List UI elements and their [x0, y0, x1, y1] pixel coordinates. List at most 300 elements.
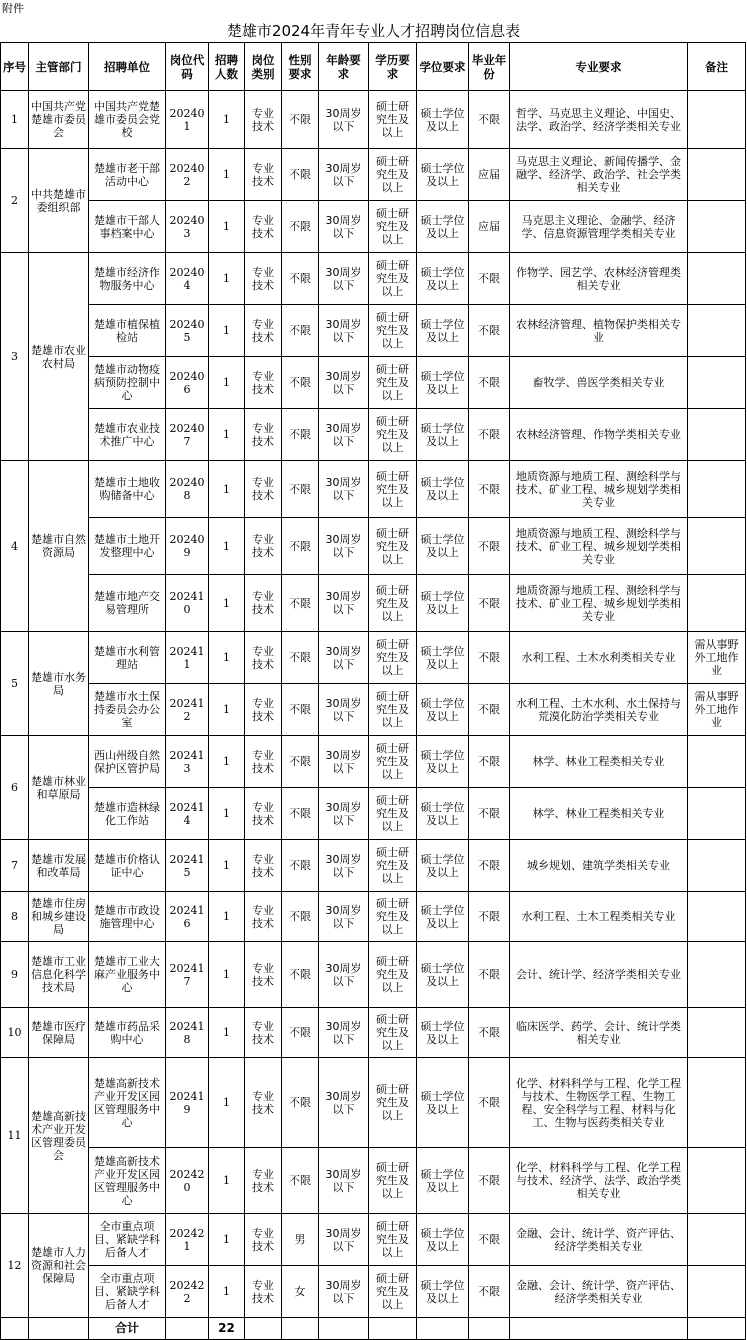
category-cell: 专业技术 [245, 91, 282, 149]
gender-cell: 不限 [282, 788, 319, 840]
degree-cell: 硕士学位及以上 [417, 1214, 469, 1266]
category-cell: 专业技术 [245, 840, 282, 892]
unit-cell: 中国共产党楚雄市委员会党校 [89, 91, 166, 149]
header-degree: 学位要求 [417, 43, 469, 91]
age-cell: 30周岁以下 [319, 1008, 369, 1058]
dept-cell: 楚雄市林业和草原局 [29, 736, 89, 840]
unit-cell: 楚雄市造林绿化工作站 [89, 788, 166, 840]
table-row [1, 684, 746, 736]
unit-cell: 楚雄市干部人事档案中心 [89, 201, 166, 253]
category-cell: 专业技术 [245, 942, 282, 1008]
count-cell: 1 [209, 149, 245, 201]
age-cell: 30周岁以下 [319, 409, 369, 461]
count-cell: 1 [209, 201, 245, 253]
gender-cell: 不限 [282, 201, 319, 253]
gender-cell: 不限 [282, 357, 319, 409]
gender-cell: 不限 [282, 1008, 319, 1058]
grad-year-cell: 不限 [469, 305, 510, 357]
age-cell: 30周岁以下 [319, 840, 369, 892]
category-cell: 专业技术 [245, 409, 282, 461]
table-row [1, 253, 746, 305]
seq-cell: 5 [1, 632, 29, 736]
unit-cell: 楚雄市工业大麻产业服务中心 [89, 942, 166, 1008]
major-cell: 林学、林业工程类相关专业 [510, 788, 688, 840]
code-cell: 202410 [166, 575, 209, 632]
note-cell [688, 253, 746, 305]
education-cell: 硕士研究生及以上 [369, 201, 417, 253]
gender-cell: 不限 [282, 461, 319, 518]
unit-cell: 西山州级自然保护区管护局 [89, 736, 166, 788]
grad-year-cell: 不限 [469, 575, 510, 632]
seq-cell: 2 [1, 149, 29, 253]
major-cell: 金融、会计、统计学、资产评估、经济学类相关专业 [510, 1214, 688, 1266]
major-cell: 临床医学、药学、会计、统计学类相关专业 [510, 1008, 688, 1058]
grad-year-cell: 不限 [469, 736, 510, 788]
education-cell: 硕士研究生及以上 [369, 1008, 417, 1058]
table-row [1, 409, 746, 461]
gender-cell: 不限 [282, 892, 319, 942]
note-cell [688, 942, 746, 1008]
education-cell: 硕士研究生及以上 [369, 1266, 417, 1318]
note-cell [688, 357, 746, 409]
header-row [1, 43, 746, 91]
count-cell: 1 [209, 575, 245, 632]
unit-cell: 楚雄市动物疫病预防控制中心 [89, 357, 166, 409]
seq-cell: 8 [1, 892, 29, 942]
category-cell: 专业技术 [245, 253, 282, 305]
header-major: 专业要求 [510, 43, 688, 91]
education-cell: 硕士研究生及以上 [369, 409, 417, 461]
major-cell: 畜牧学、兽医学类相关专业 [510, 357, 688, 409]
table-row [1, 305, 746, 357]
note-cell: 需从事野外工地作业 [688, 632, 746, 684]
major-cell: 金融、会计、统计学、资产评估、经济学类相关专业 [510, 1266, 688, 1318]
count-cell: 1 [209, 840, 245, 892]
note-cell [688, 575, 746, 632]
education-cell: 硕士研究生及以上 [369, 575, 417, 632]
category-cell: 专业技术 [245, 357, 282, 409]
table-row [1, 149, 746, 201]
note-cell [688, 892, 746, 942]
grad-year-cell: 不限 [469, 518, 510, 575]
unit-cell: 楚雄市植保植检站 [89, 305, 166, 357]
category-cell: 专业技术 [245, 788, 282, 840]
dept-cell: 楚雄市发展和改革局 [29, 840, 89, 892]
dept-cell: 楚雄市农业农村局 [29, 253, 89, 461]
total-count: 22 [209, 1318, 245, 1340]
education-cell: 硕士研究生及以上 [369, 736, 417, 788]
education-cell: 硕士研究生及以上 [369, 788, 417, 840]
degree-cell: 硕士学位及以上 [417, 518, 469, 575]
code-cell: 202409 [166, 518, 209, 575]
grad-year-cell: 不限 [469, 840, 510, 892]
grad-year-cell: 不限 [469, 788, 510, 840]
gender-cell: 不限 [282, 684, 319, 736]
grad-year-cell: 应届 [469, 201, 510, 253]
gender-cell: 男 [282, 1214, 319, 1266]
table-row [1, 1058, 746, 1148]
category-cell: 专业技术 [245, 1008, 282, 1058]
major-cell: 马克思主义理论、金融学、经济学、信息资源管理学类相关专业 [510, 201, 688, 253]
code-cell: 202419 [166, 1058, 209, 1148]
education-cell: 硕士研究生及以上 [369, 632, 417, 684]
education-cell: 硕士研究生及以上 [369, 461, 417, 518]
age-cell: 30周岁以下 [319, 736, 369, 788]
category-cell: 专业技术 [245, 684, 282, 736]
age-cell: 30周岁以下 [319, 357, 369, 409]
unit-cell: 楚雄市市政设施管理中心 [89, 892, 166, 942]
grad-year-cell: 应届 [469, 149, 510, 201]
grad-year-cell: 不限 [469, 253, 510, 305]
major-cell: 马克思主义理论、新闻传播学、金融学、经济学、政治学、社会学类相关专业 [510, 149, 688, 201]
seq-cell: 1 [1, 91, 29, 149]
age-cell: 30周岁以下 [319, 575, 369, 632]
degree-cell: 硕士学位及以上 [417, 892, 469, 942]
category-cell: 专业技术 [245, 575, 282, 632]
header-dept: 主管部门 [29, 43, 89, 91]
table-row [1, 1214, 746, 1266]
table-row [1, 788, 746, 840]
header-count: 招聘人数 [209, 43, 245, 91]
age-cell: 30周岁以下 [319, 201, 369, 253]
gender-cell: 不限 [282, 840, 319, 892]
gender-cell: 不限 [282, 1058, 319, 1148]
major-cell: 会计、统计学、经济学类相关专业 [510, 942, 688, 1008]
degree-cell: 硕士学位及以上 [417, 305, 469, 357]
age-cell: 30周岁以下 [319, 253, 369, 305]
seq-cell: 6 [1, 736, 29, 840]
degree-cell: 硕士学位及以上 [417, 201, 469, 253]
gender-cell: 不限 [282, 253, 319, 305]
grad-year-cell: 不限 [469, 892, 510, 942]
table-row [1, 840, 746, 892]
table-row [1, 892, 746, 942]
unit-cell: 全市重点项目、紧缺学科后备人才 [89, 1214, 166, 1266]
seq-cell: 9 [1, 942, 29, 1008]
dept-cell: 中国共产党楚雄市委员会 [29, 91, 89, 149]
count-cell: 1 [209, 684, 245, 736]
header-code: 岗位代码 [166, 43, 209, 91]
degree-cell: 硕士学位及以上 [417, 1266, 469, 1318]
degree-cell: 硕士学位及以上 [417, 149, 469, 201]
grad-year-cell: 不限 [469, 409, 510, 461]
gender-cell: 不限 [282, 1148, 319, 1214]
note-cell [688, 409, 746, 461]
education-cell: 硕士研究生及以上 [369, 253, 417, 305]
count-cell: 1 [209, 253, 245, 305]
category-cell: 专业技术 [245, 1058, 282, 1148]
gender-cell: 不限 [282, 736, 319, 788]
header-category: 岗位类别 [245, 43, 282, 91]
education-cell: 硕士研究生及以上 [369, 305, 417, 357]
code-cell: 202422 [166, 1266, 209, 1318]
note-cell [688, 305, 746, 357]
table-row [1, 942, 746, 1008]
age-cell: 30周岁以下 [319, 305, 369, 357]
unit-cell: 楚雄市土地收购储备中心 [89, 461, 166, 518]
dept-cell: 楚雄市工业信息化科学技术局 [29, 942, 89, 1008]
code-cell: 202413 [166, 736, 209, 788]
note-cell [688, 736, 746, 788]
major-cell: 地质资源与地质工程、测绘科学与技术、矿业工程、城乡规划学类相关专业 [510, 461, 688, 518]
dept-cell: 中共楚雄市委组织部 [29, 149, 89, 253]
code-cell: 202415 [166, 840, 209, 892]
age-cell: 30周岁以下 [319, 91, 369, 149]
age-cell: 30周岁以下 [319, 1058, 369, 1148]
count-cell: 1 [209, 1266, 245, 1318]
count-cell: 1 [209, 518, 245, 575]
table-row [1, 461, 746, 518]
degree-cell: 硕士学位及以上 [417, 357, 469, 409]
major-cell: 水利工程、土木工程类相关专业 [510, 892, 688, 942]
age-cell: 30周岁以下 [319, 632, 369, 684]
code-cell: 202421 [166, 1214, 209, 1266]
count-cell: 1 [209, 942, 245, 1008]
major-cell: 地质资源与地质工程、测绘科学与技术、矿业工程、城乡规划学类相关专业 [510, 575, 688, 632]
grad-year-cell: 不限 [469, 1148, 510, 1214]
grad-year-cell: 不限 [469, 1214, 510, 1266]
note-cell [688, 788, 746, 840]
count-cell: 1 [209, 91, 245, 149]
major-cell: 水利工程、土木水利、水土保持与荒漠化防治学类相关专业 [510, 684, 688, 736]
degree-cell: 硕士学位及以上 [417, 942, 469, 1008]
category-cell: 专业技术 [245, 736, 282, 788]
education-cell: 硕士研究生及以上 [369, 892, 417, 942]
count-cell: 1 [209, 1058, 245, 1148]
seq-cell: 10 [1, 1008, 29, 1058]
unit-cell: 楚雄高新技术产业开发区园区管理服务中心 [89, 1148, 166, 1214]
count-cell: 1 [209, 1148, 245, 1214]
education-cell: 硕士研究生及以上 [369, 684, 417, 736]
table-row [1, 1266, 746, 1318]
seq-cell: 3 [1, 253, 29, 461]
header-age: 年龄要求 [319, 43, 369, 91]
count-cell: 1 [209, 1214, 245, 1266]
code-cell: 202418 [166, 1008, 209, 1058]
major-cell: 化学、材料科学与工程、化学工程与技术、经济学、法学、政治学类相关专业 [510, 1148, 688, 1214]
count-cell: 1 [209, 305, 245, 357]
major-cell: 地质资源与地质工程、测绘科学与技术、矿业工程、城乡规划学类相关专业 [510, 518, 688, 575]
dept-cell: 楚雄市住房和城乡建设局 [29, 892, 89, 942]
attachment-label: 附件 [2, 2, 24, 15]
code-cell: 202404 [166, 253, 209, 305]
grad-year-cell: 不限 [469, 1008, 510, 1058]
degree-cell: 硕士学位及以上 [417, 1148, 469, 1214]
degree-cell: 硕士学位及以上 [417, 788, 469, 840]
seq-cell: 7 [1, 840, 29, 892]
note-cell [688, 201, 746, 253]
table-row [1, 91, 746, 149]
code-cell: 202412 [166, 684, 209, 736]
major-cell: 城乡规划、建筑学类相关专业 [510, 840, 688, 892]
age-cell: 30周岁以下 [319, 892, 369, 942]
code-cell: 202408 [166, 461, 209, 518]
education-cell: 硕士研究生及以上 [369, 149, 417, 201]
degree-cell: 硕士学位及以上 [417, 1058, 469, 1148]
category-cell: 专业技术 [245, 1214, 282, 1266]
grad-year-cell: 不限 [469, 1058, 510, 1148]
education-cell: 硕士研究生及以上 [369, 518, 417, 575]
education-cell: 硕士研究生及以上 [369, 942, 417, 1008]
table-row [1, 575, 746, 632]
grad-year-cell: 不限 [469, 357, 510, 409]
code-cell: 202405 [166, 305, 209, 357]
header-gender: 性别要求 [282, 43, 319, 91]
table-row [1, 201, 746, 253]
recruitment-table [0, 42, 746, 1340]
degree-cell: 硕士学位及以上 [417, 736, 469, 788]
gender-cell: 不限 [282, 91, 319, 149]
category-cell: 专业技术 [245, 892, 282, 942]
code-cell: 202420 [166, 1148, 209, 1214]
unit-cell: 楚雄市价格认证中心 [89, 840, 166, 892]
grad-year-cell: 不限 [469, 91, 510, 149]
count-cell: 1 [209, 357, 245, 409]
age-cell: 30周岁以下 [319, 942, 369, 1008]
code-cell: 202401 [166, 91, 209, 149]
education-cell: 硕士研究生及以上 [369, 1148, 417, 1214]
grad-year-cell: 不限 [469, 1266, 510, 1318]
gender-cell: 女 [282, 1266, 319, 1318]
code-cell: 202402 [166, 149, 209, 201]
table-row [1, 1148, 746, 1214]
unit-cell: 楚雄市水利管理站 [89, 632, 166, 684]
table-row [1, 736, 746, 788]
count-cell: 1 [209, 632, 245, 684]
age-cell: 30周岁以下 [319, 1214, 369, 1266]
note-cell [688, 1214, 746, 1266]
gender-cell: 不限 [282, 409, 319, 461]
dept-cell: 楚雄市自然资源局 [29, 461, 89, 632]
category-cell: 专业技术 [245, 518, 282, 575]
table-row [1, 632, 746, 684]
category-cell: 专业技术 [245, 1266, 282, 1318]
note-cell [688, 1058, 746, 1148]
count-cell: 1 [209, 1008, 245, 1058]
age-cell: 30周岁以下 [319, 1266, 369, 1318]
note-cell [688, 1148, 746, 1214]
grad-year-cell: 不限 [469, 632, 510, 684]
degree-cell: 硕士学位及以上 [417, 409, 469, 461]
unit-cell: 楚雄市地产交易管理所 [89, 575, 166, 632]
seq-cell: 12 [1, 1214, 29, 1318]
major-cell: 化学、材料科学与工程、化学工程与技术、生物医学工程、生物工程、安全科学与工程、材料与化工、生物与医药类相关专业 [510, 1058, 688, 1148]
degree-cell: 硕士学位及以上 [417, 575, 469, 632]
table-row [1, 357, 746, 409]
dept-cell: 楚雄市水务局 [29, 632, 89, 736]
category-cell: 专业技术 [245, 632, 282, 684]
age-cell: 30周岁以下 [319, 684, 369, 736]
gender-cell: 不限 [282, 149, 319, 201]
header-unit: 招聘单位 [89, 43, 166, 91]
header-note: 备注 [688, 43, 746, 91]
count-cell: 1 [209, 461, 245, 518]
code-cell: 202414 [166, 788, 209, 840]
gender-cell: 不限 [282, 305, 319, 357]
category-cell: 专业技术 [245, 305, 282, 357]
unit-cell: 楚雄市药品采购中心 [89, 1008, 166, 1058]
major-cell: 水利工程、土木水利类相关专业 [510, 632, 688, 684]
degree-cell: 硕士学位及以上 [417, 253, 469, 305]
gender-cell: 不限 [282, 942, 319, 1008]
note-cell [688, 91, 746, 149]
unit-cell: 楚雄市水土保持委员会办公室 [89, 684, 166, 736]
gender-cell: 不限 [282, 575, 319, 632]
count-cell: 1 [209, 788, 245, 840]
dept-cell: 楚雄市人力资源和社会保障局 [29, 1214, 89, 1318]
note-cell: 需从事野外工地作业 [688, 684, 746, 736]
grad-year-cell: 不限 [469, 461, 510, 518]
age-cell: 30周岁以下 [319, 461, 369, 518]
major-cell: 林学、林业工程类相关专业 [510, 736, 688, 788]
seq-cell: 11 [1, 1058, 29, 1214]
note-cell [688, 461, 746, 518]
code-cell: 202406 [166, 357, 209, 409]
age-cell: 30周岁以下 [319, 149, 369, 201]
code-cell: 202407 [166, 409, 209, 461]
note-cell [688, 518, 746, 575]
count-cell: 1 [209, 736, 245, 788]
gender-cell: 不限 [282, 518, 319, 575]
code-cell: 202416 [166, 892, 209, 942]
unit-cell: 楚雄市老干部活动中心 [89, 149, 166, 201]
unit-cell: 楚雄高新技术产业开发区园区管理服务中心 [89, 1058, 166, 1148]
note-cell [688, 149, 746, 201]
note-cell [688, 840, 746, 892]
major-cell: 农林经济管理、作物学类相关专业 [510, 409, 688, 461]
unit-cell: 楚雄市土地开发整理中心 [89, 518, 166, 575]
unit-cell: 楚雄市农业技术推广中心 [89, 409, 166, 461]
grad-year-cell: 不限 [469, 942, 510, 1008]
education-cell: 硕士研究生及以上 [369, 1214, 417, 1266]
table-row [1, 518, 746, 575]
code-cell: 202417 [166, 942, 209, 1008]
unit-cell: 楚雄市经济作物服务中心 [89, 253, 166, 305]
note-cell [688, 1266, 746, 1318]
note-cell [688, 1008, 746, 1058]
unit-cell: 全市重点项目、紧缺学科后备人才 [89, 1266, 166, 1318]
total-label: 合计 [89, 1318, 166, 1340]
category-cell: 专业技术 [245, 1148, 282, 1214]
major-cell: 农林经济管理、植物保护类相关专业 [510, 305, 688, 357]
code-cell: 202411 [166, 632, 209, 684]
count-cell: 1 [209, 409, 245, 461]
age-cell: 30周岁以下 [319, 1148, 369, 1214]
dept-cell: 楚雄市医疗保障局 [29, 1008, 89, 1058]
degree-cell: 硕士学位及以上 [417, 840, 469, 892]
total-row [1, 1318, 746, 1340]
table-row [1, 1008, 746, 1058]
page-title: 楚雄市2024年青年专业人才招聘岗位信息表 [226, 22, 521, 40]
category-cell: 专业技术 [245, 201, 282, 253]
code-cell: 202403 [166, 201, 209, 253]
major-cell: 作物学、园艺学、农林经济管理类相关专业 [510, 253, 688, 305]
grad-year-cell: 不限 [469, 684, 510, 736]
dept-cell: 楚雄高新技术产业开发区管理委员会 [29, 1058, 89, 1214]
education-cell: 硕士研究生及以上 [369, 91, 417, 149]
age-cell: 30周岁以下 [319, 518, 369, 575]
degree-cell: 硕士学位及以上 [417, 1008, 469, 1058]
header-grad-year: 毕业年份 [469, 43, 510, 91]
gender-cell: 不限 [282, 632, 319, 684]
category-cell: 专业技术 [245, 461, 282, 518]
degree-cell: 硕士学位及以上 [417, 632, 469, 684]
education-cell: 硕士研究生及以上 [369, 1058, 417, 1148]
header-seq: 序号 [1, 43, 29, 91]
seq-cell: 4 [1, 461, 29, 632]
degree-cell: 硕士学位及以上 [417, 684, 469, 736]
age-cell: 30周岁以下 [319, 788, 369, 840]
